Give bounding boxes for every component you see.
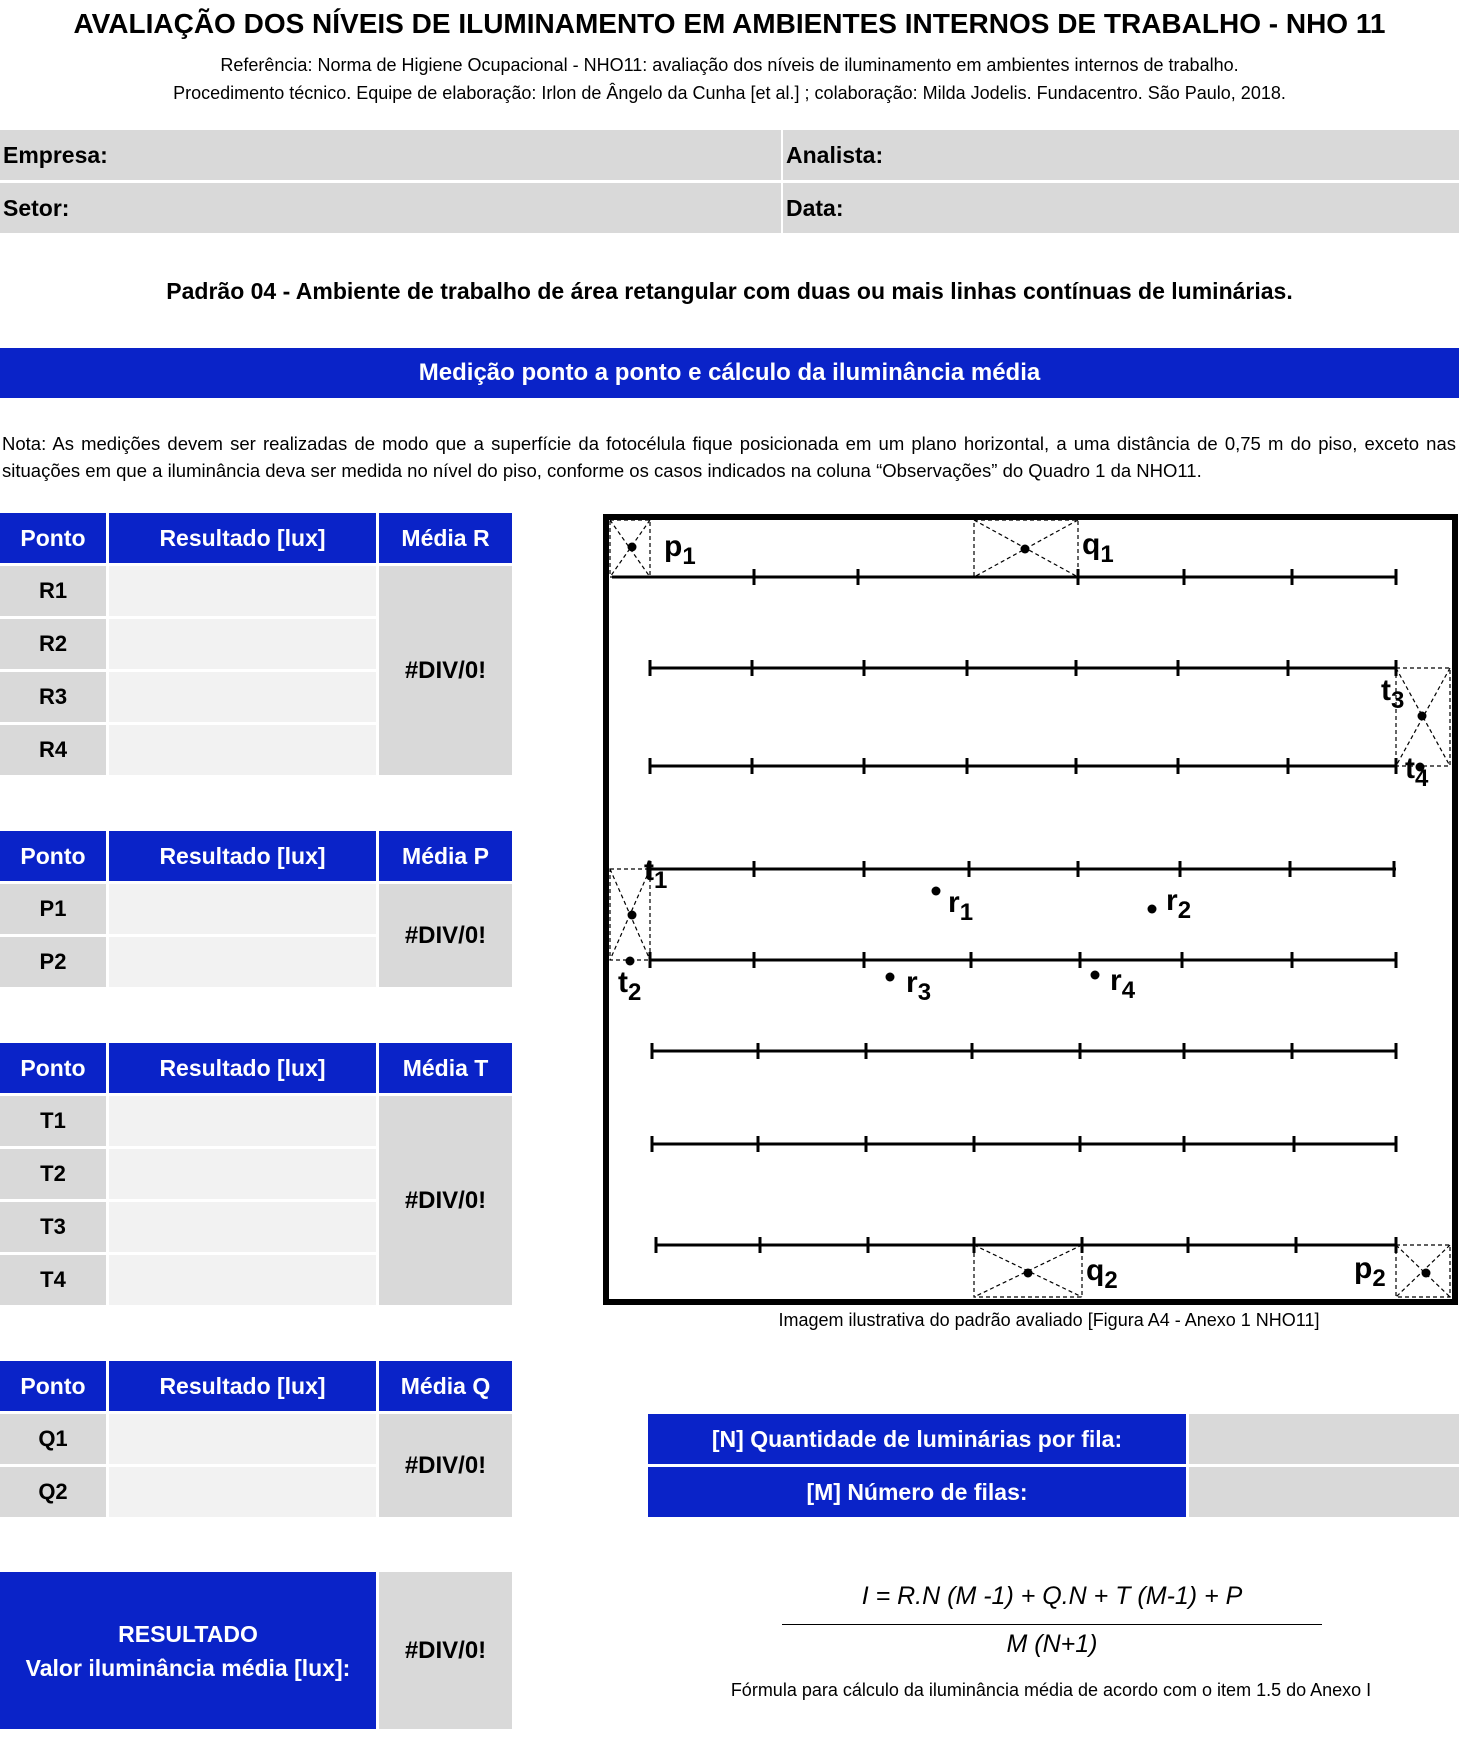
- reference-line-2: Procedimento técnico. Equipe de elaboração: Irlon de Ângelo da Cunha [et al.] ; colaboração: Milda Jodelis. Fundacentro. São Paulo, 2018.: [173, 83, 1286, 103]
- col-media-header: Média T: [379, 1043, 512, 1093]
- formula-caption: Fórmula para cálculo da iluminância média de acordo com o item 1.5 do Anexo I: [730, 1680, 1372, 1700]
- ponto-cell: Q2: [0, 1467, 106, 1517]
- resultado-input-t3[interactable]: [109, 1202, 376, 1252]
- n-label: [N] Quantidade de luminárias por fila:: [648, 1414, 1186, 1464]
- label-r1: $r_1$: [948, 886, 974, 926]
- media-r-value: #DIV/0!: [379, 566, 512, 775]
- label-r3: $r_3$: [906, 966, 932, 1006]
- col-resultado-header: Resultado [lux]: [109, 513, 376, 563]
- col-ponto-header: Ponto: [0, 831, 106, 881]
- label-q1: $q_1$: [1082, 528, 1114, 568]
- ponto-cell: R4: [0, 725, 106, 775]
- result-value: #DIV/0!: [379, 1572, 512, 1729]
- result-label: [0, 1572, 376, 1729]
- room-border: [606, 517, 1455, 1302]
- result-label-line2: Valor iluminância média [lux]:: [25, 1654, 351, 1681]
- ponto-cell: T4: [0, 1255, 106, 1305]
- ponto-cell: T3: [0, 1202, 106, 1252]
- resultado-input-r2[interactable]: [109, 619, 376, 669]
- empresa-field[interactable]: [0, 130, 781, 180]
- label-t4: $t_4$: [1405, 752, 1429, 792]
- luminaire-ticks: [650, 569, 1396, 1253]
- setor-field[interactable]: [0, 183, 781, 233]
- label-t2: $t_2$: [618, 966, 642, 1006]
- measurement-points: [626, 543, 1431, 1278]
- page-title: AVALIAÇÃO DOS NÍVEIS DE ILUMINAMENTO EM AMBIENTES INTERNOS DE TRABALHO - NHO 11: [73, 8, 1386, 39]
- col-resultado-header: Resultado [lux]: [109, 1043, 376, 1093]
- pattern-figure: [600, 510, 1459, 1310]
- media-t-value: #DIV/0!: [379, 1096, 512, 1305]
- pattern-title: Padrão 04 - Ambiente de trabalho de área retangular com duas ou mais linhas contínuas de luminárias.: [166, 278, 1293, 304]
- resultado-input-p2[interactable]: [109, 937, 376, 987]
- resultado-input-q2[interactable]: [109, 1467, 376, 1517]
- resultado-input-t1[interactable]: [109, 1096, 376, 1146]
- data-label: Data:: [786, 194, 844, 221]
- label-r4: $r_4$: [1110, 964, 1136, 1004]
- resultado-input-t2[interactable]: [109, 1149, 376, 1199]
- m-label: [M] Número de filas:: [648, 1467, 1186, 1517]
- resultado-input-r1[interactable]: [109, 566, 376, 616]
- ponto-cell: Q1: [0, 1414, 106, 1464]
- nota-text: Nota: As medições devem ser realizadas de modo que a superfície da fotocélula fique posicionada em um plano horizontal, a uma distância de 0,75 m do piso, exceto nas situações em que a iluminância deva ser medida no nível do piso, conforme os casos indicados na coluna “Observações” do Quadro 1 da NHO11.: [2, 433, 1456, 481]
- figure-caption: Imagem ilustrativa do padrão avaliado [Figura A4 - Anexo 1 NHO11]: [778, 1310, 1320, 1330]
- formula-denominator: M (N+1): [1006, 1630, 1098, 1658]
- ponto-cell: T1: [0, 1096, 106, 1146]
- measurement-boxes: [610, 520, 1450, 1297]
- empresa-label: Empresa:: [3, 141, 108, 168]
- label-p1: $p_1$: [664, 530, 696, 570]
- col-ponto-header: Ponto: [0, 1043, 106, 1093]
- reference-line-1: Referência: Norma de Higiene Ocupacional - NHO11: avaliação dos níveis de iluminamento em ambientes internos de trabalho.: [220, 55, 1239, 75]
- setor-label: Setor:: [3, 194, 70, 221]
- ponto-cell: T2: [0, 1149, 106, 1199]
- label-q2: $q_2$: [1086, 1254, 1118, 1294]
- ponto-cell: P1: [0, 884, 106, 934]
- label-r2: $r_2$: [1166, 884, 1192, 924]
- resultado-input-r4[interactable]: [109, 725, 376, 775]
- section-bar: Medição ponto a ponto e cálculo da iluminância média: [0, 348, 1459, 398]
- media-p-value: #DIV/0!: [379, 884, 512, 987]
- col-media-header: Média R: [379, 513, 512, 563]
- label-t3: $t_3$: [1381, 674, 1405, 714]
- ponto-cell: R3: [0, 672, 106, 722]
- data-field[interactable]: [783, 183, 1459, 233]
- label-t1: $t_1$: [644, 854, 668, 894]
- formula-fraction-bar: [782, 1624, 1322, 1625]
- formula-numerator: I = R.N (M -1) + Q.N + T (M-1) + P: [861, 1582, 1243, 1610]
- col-media-header: Média P: [379, 831, 512, 881]
- analista-field[interactable]: [783, 130, 1459, 180]
- col-media-header: Média Q: [379, 1361, 512, 1411]
- m-input[interactable]: [1189, 1467, 1459, 1517]
- resultado-input-r3[interactable]: [109, 672, 376, 722]
- resultado-input-t4[interactable]: [109, 1255, 376, 1305]
- label-p2: $p_2$: [1354, 1252, 1386, 1292]
- resultado-input-q1[interactable]: [109, 1414, 376, 1464]
- col-ponto-header: Ponto: [0, 1361, 106, 1411]
- ponto-cell: R1: [0, 566, 106, 616]
- col-ponto-header: Ponto: [0, 513, 106, 563]
- media-q-value: #DIV/0!: [379, 1414, 512, 1517]
- ponto-cell: P2: [0, 937, 106, 987]
- n-input[interactable]: [1189, 1414, 1459, 1464]
- col-resultado-header: Resultado [lux]: [109, 1361, 376, 1411]
- luminaire-rows: [612, 577, 1396, 1245]
- resultado-input-p1[interactable]: [109, 884, 376, 934]
- ponto-cell: R2: [0, 619, 106, 669]
- analista-label: Analista:: [786, 141, 884, 168]
- result-label-line1: RESULTADO: [118, 1620, 258, 1647]
- col-resultado-header: Resultado [lux]: [109, 831, 376, 881]
